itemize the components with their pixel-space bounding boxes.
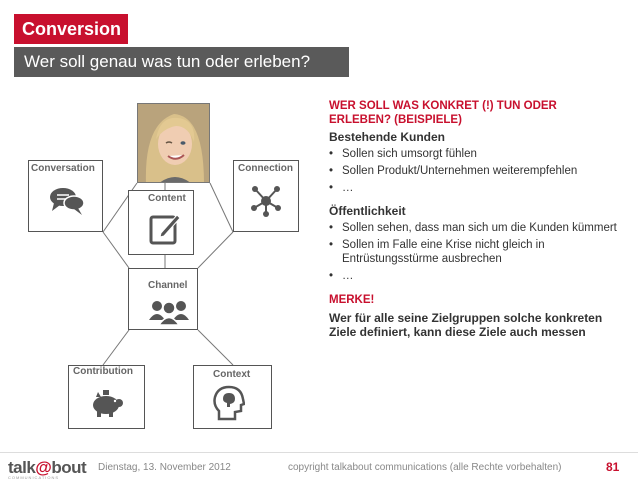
page-number: 81	[606, 460, 620, 474]
group1-item: • Sollen sich umsorgt fühlen	[329, 147, 629, 161]
speech-bubbles-icon	[48, 186, 86, 216]
contribution-label: Contribution	[73, 366, 133, 377]
content-label: Content	[148, 193, 186, 204]
footer-date: Dienstag, 13. November 2012	[98, 462, 231, 473]
group2-item: • Sollen im Falle eine Krise nicht gleich in Entrüstungsstürme ausbrechen	[329, 238, 629, 266]
piggy-bank-icon	[88, 388, 126, 418]
merke-text: Wer für alle seine Zielgruppen solche konkreten Ziele definiert, kann diese Ziele auch messen	[329, 311, 603, 339]
examples-heading-line2: ERLEBEN? (BEISPIELE)	[329, 114, 462, 126]
context-label: Context	[213, 369, 251, 380]
right-content	[329, 99, 629, 339]
channel-label: Channel	[148, 280, 188, 291]
group2-item: • …	[329, 269, 629, 283]
footer-copyright: copyright talkabout communications (alle Rechte vorbehalten)	[288, 462, 562, 473]
company-logo: talk@bout	[8, 458, 87, 477]
company-logo-subtitle: COMMUNICATIONS	[8, 475, 60, 480]
edit-icon	[149, 211, 181, 245]
group1-item: • Sollen Produkt/Unternehmen weiterempfehlen	[329, 164, 629, 178]
group1-title: Bestehende Kunden	[329, 130, 446, 144]
network-icon	[250, 184, 282, 218]
connection-label: Connection	[238, 163, 293, 174]
section-tag: Conversion	[14, 14, 128, 44]
head-icon	[213, 385, 245, 421]
group2-title: Öffentlichkeit	[329, 204, 406, 218]
people-icon	[148, 298, 190, 326]
footer-divider	[0, 452, 638, 453]
group1-item: • …	[329, 181, 629, 195]
portrait-photo	[137, 103, 210, 183]
examples-heading-line1: WER SOLL WAS KONKRET (!) TUN ODER	[329, 100, 557, 112]
conversation-label: Conversation	[31, 163, 95, 174]
merke-title: MERKE!	[329, 294, 375, 306]
group2-item: • Sollen sehen, dass man sich um die Kunden kümmert	[329, 221, 629, 235]
page-subtitle: Wer soll genau was tun oder erleben?	[14, 47, 349, 77]
